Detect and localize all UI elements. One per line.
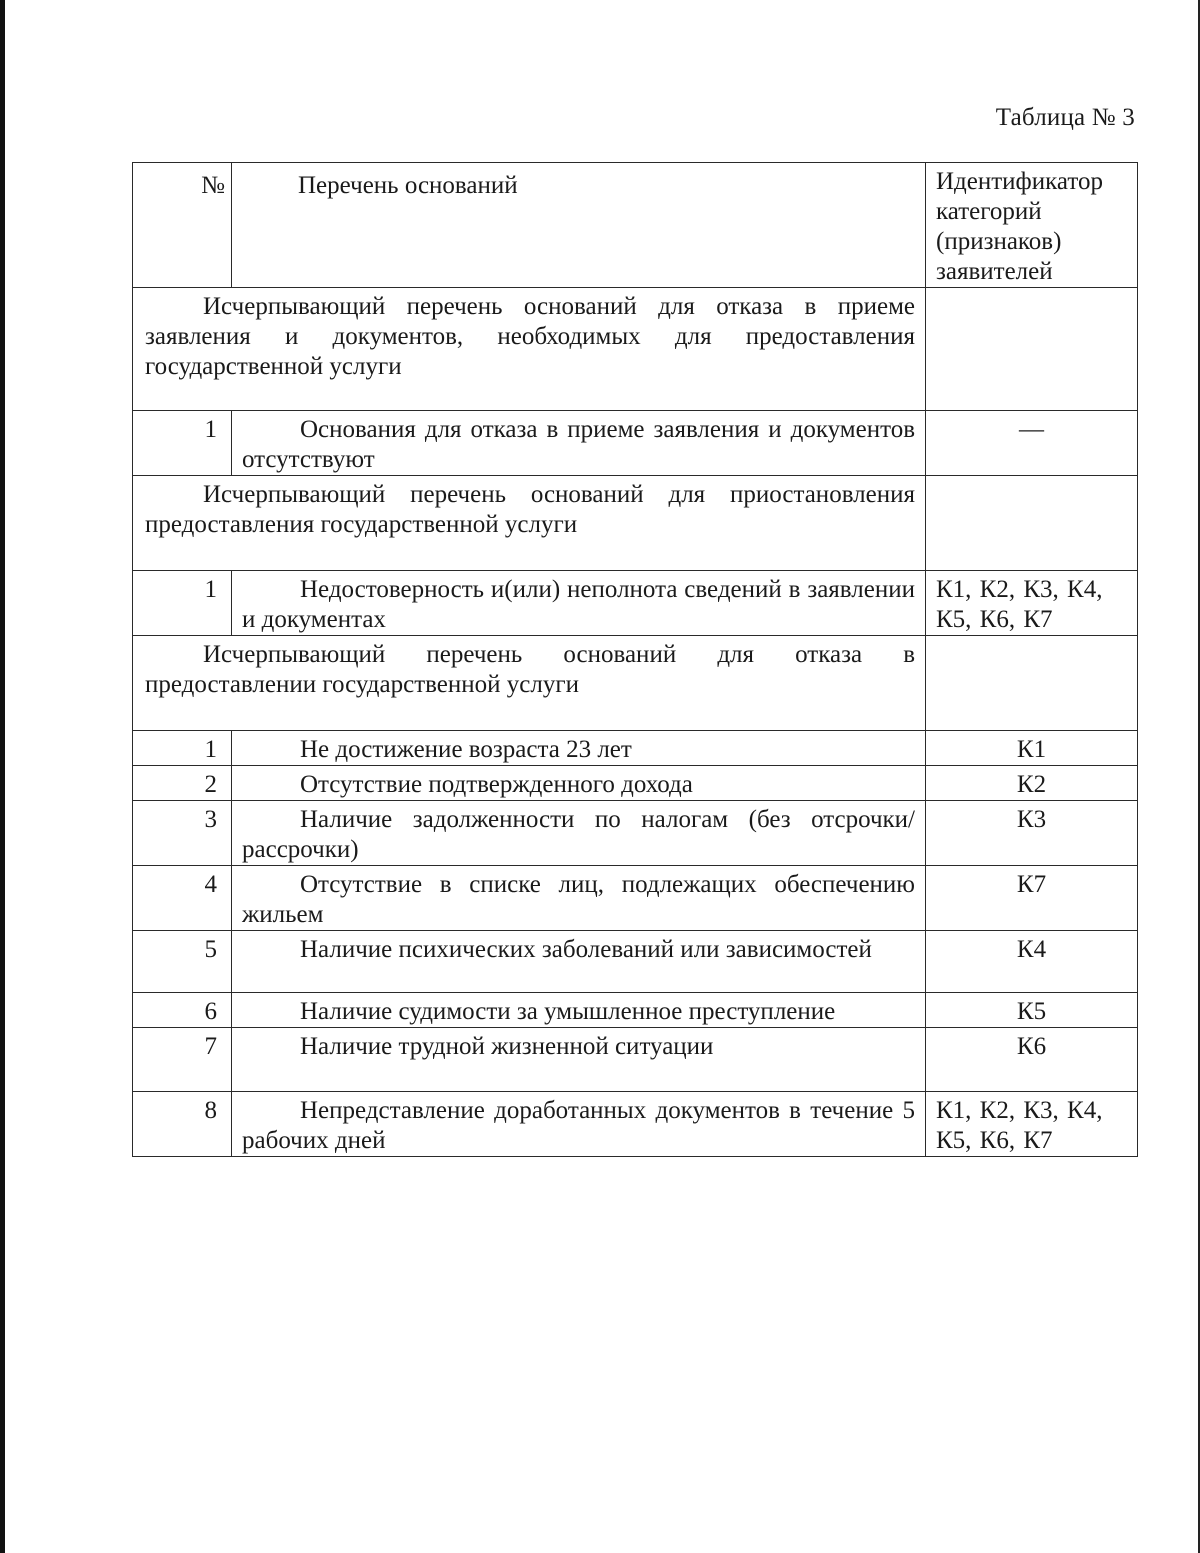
row-number: 6 [133,993,232,1028]
row-identifier: К3 [926,801,1138,866]
table-row [133,766,1138,801]
row-reason: Не достижение возраста 23 лет [232,731,926,766]
row-reason: Отсутствие в списке лиц, подлежащих обеспечению жильем [232,866,926,931]
row-identifier: К1, К2, К3, К4, К5, К6, К7 [926,571,1138,636]
row-reason: Непредставление доработанных документов в течение 5 рабочих дней [232,1092,926,1157]
row-reason: Отсутствие подтвержденного дохода [232,766,926,801]
row-identifier: К6 [926,1028,1138,1092]
row-reason: Наличие задолженности по налогам (без отсрочки/рассрочки) [232,801,926,866]
table-caption: Таблица № 3 [995,104,1135,131]
table-header-row [133,163,1138,288]
section-title: Исчерпывающий перечень оснований для приостановления предоставления государственной услуги [133,476,926,571]
header-identifier: Идентификатор категорий (признаков) заявителей [926,163,1138,288]
table-row [133,801,1138,866]
table-row [133,1028,1138,1092]
row-identifier: К1 [926,731,1138,766]
scan-left-edge [0,0,5,1553]
section-title: Исчерпывающий перечень оснований для отказа в предоставлении государственной услуги [133,636,926,731]
row-reason: Наличие судимости за умышленное преступление [232,993,926,1028]
table-row [133,866,1138,931]
row-number: 1 [133,731,232,766]
table-row [133,571,1138,636]
row-number: 1 [133,571,232,636]
row-identifier: К4 [926,931,1138,993]
table-row [133,993,1138,1028]
row-identifier: К7 [926,866,1138,931]
row-number: 8 [133,1092,232,1157]
table-row [133,1092,1138,1157]
row-reason: Недостоверность и(или) неполнота сведений в заявлении и документах [232,571,926,636]
row-identifier: К5 [926,993,1138,1028]
row-reason: Основания для отказа в приеме заявления и документов отсутствуют [232,411,926,476]
section-empty-cell [926,288,1138,411]
section-title: Исчерпывающий перечень оснований для отказа в приеме заявления и документов, необходимых для предоставления государственной услуги [133,288,926,411]
section-row [133,636,1138,731]
section-empty-cell [926,476,1138,571]
table-row [133,931,1138,993]
row-identifier: К2 [926,766,1138,801]
row-identifier: — [926,411,1138,476]
row-number: 2 [133,766,232,801]
table-row [133,731,1138,766]
table-row [133,411,1138,476]
header-num: № [133,163,232,288]
row-reason: Наличие трудной жизненной ситуации [232,1028,926,1092]
row-number: 3 [133,801,232,866]
row-number: 7 [133,1028,232,1092]
section-empty-cell [926,636,1138,731]
row-number: 4 [133,866,232,931]
row-number: 5 [133,931,232,993]
grounds-table [132,162,1138,1157]
row-number: 1 [133,411,232,476]
header-reasons: Перечень оснований [232,163,926,288]
section-row [133,476,1138,571]
section-row [133,288,1138,411]
row-identifier: К1, К2, К3, К4, К5, К6, К7 [926,1092,1138,1157]
row-reason: Наличие психических заболеваний или зависимостей [232,931,926,993]
